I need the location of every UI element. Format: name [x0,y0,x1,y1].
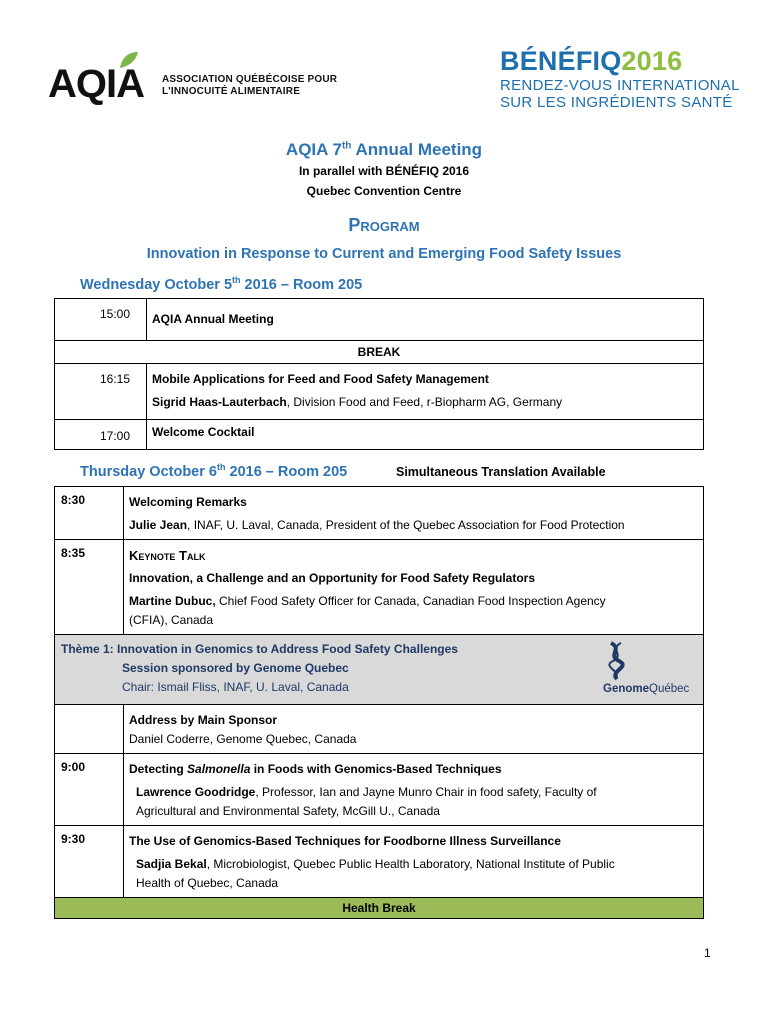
session-affiliation: (CFIA), Canada [129,613,214,627]
session-title: Welcoming Remarks [129,495,247,509]
thursday-heading: Thursday October 6th 2016 – Room 205 [80,462,348,480]
session-title: The Use of Genomics-Based Techniques for Foodborne Illness Surveillance [129,834,561,848]
thursday-schedule [54,486,704,919]
translation-note: Simultaneous Translation Available [396,465,606,479]
keynote-label: Keynote Talk [129,548,206,563]
session-time [55,705,124,754]
session-speaker: Julie Jean, INAF, U. Laval, Canada, President of the Quebec Association for Food Protection [129,518,625,532]
parallel-event: In parallel with BÉNÉFIQ 2016 [298,164,470,178]
break-label: BREAK [55,341,704,364]
session-content [147,299,704,341]
table-row [55,420,704,450]
theme-title: Thème 1: Innovation in Genomics to Address Food Safety Challenges [61,642,458,656]
table-row [55,705,704,754]
table-row [55,826,704,898]
session-affiliation: Agricultural and Environmental Safety, McGill U., Canada [136,804,440,818]
session-time: 17:00 [55,420,147,450]
aqia-logo [48,50,338,116]
benefiq-tagline-1: RENDEZ-VOUS INTERNATIONAL [500,77,740,94]
table-row [55,540,704,635]
benefiq-wordmark: BÉNÉFIQ2016 [500,46,683,76]
wednesday-heading: Wednesday October 5th 2016 – Room 205 [80,275,363,293]
session-speaker: Sigrid Haas-Lauterbach, Division Food and Feed, r-Biopharm AG, Germany [152,395,563,409]
session-time: 9:30 [55,826,124,898]
session-title: Detecting Salmonella in Foods with Genomics-Based Techniques [129,762,502,776]
session-affiliation: Health of Quebec, Canada [136,876,279,890]
session-content [124,826,704,898]
aqia-subtitle: ASSOCIATION QUÉBÉCOISE POUR L'INNOCUITÉ ALIMENTAIRE [162,74,338,97]
session-speaker: Daniel Coderre, Genome Quebec, Canada [129,732,357,746]
genome-quebec-logo: GenomeQuébec [603,641,693,701]
program-subtitle: Innovation in Response to Current and Emerging Food Safety Issues [146,246,622,262]
dna-helix-icon [603,641,633,681]
venue: Quebec Convention Centre [306,184,462,198]
session-time: 15:00 [55,299,147,341]
session-title: Address by Main Sponsor [129,713,278,727]
session-content [124,705,704,754]
health-break-label: Health Break [55,898,704,919]
session-title: AQIA Annual Meeting [152,312,274,326]
table-row [55,364,704,420]
session-speaker: Martine Dubuc, Chief Food Safety Officer for Canada, Canadian Food Inspection Agency [129,594,606,608]
benefiq-tagline-2: SUR LES INGRÉDIENTS SANTÉ [500,94,733,111]
session-title: Welcome Cocktail [152,425,255,439]
theme-cell [55,635,704,705]
theme-sponsor: Session sponsored by Genome Quebec [122,661,349,675]
session-time: 16:15 [55,364,147,420]
session-time: 8:30 [55,487,124,540]
session-content [124,487,704,540]
aqia-wordmark: AQIA [48,62,144,106]
table-row [55,754,704,826]
session-time: 9:00 [55,754,124,826]
program-heading: Program [348,215,420,235]
table-row [55,487,704,540]
theme-row [55,635,704,705]
session-content [147,420,704,450]
session-content [124,540,704,635]
break-row [55,341,704,364]
session-title: Innovation, a Challenge and an Opportunity for Food Safety Regulators [129,571,536,585]
session-time: 8:35 [55,540,124,635]
health-break-row [55,898,704,919]
session-title: Mobile Applications for Feed and Food Safety Management [152,372,489,386]
theme-chair: Chair: Ismail Fliss, INAF, U. Laval, Canada [122,680,349,694]
wednesday-schedule [54,298,704,450]
table-row [55,299,704,341]
session-speaker: Sadjia Bekal, Microbiologist, Quebec Public Health Laboratory, National Institute of Public [136,857,615,871]
session-content [124,754,704,826]
benefiq-logo [500,46,740,112]
meeting-title: AQIA 7th Annual Meeting [285,140,483,159]
page-number: 1 [704,946,711,960]
session-speaker: Lawrence Goodridge, Professor, Ian and Jayne Munro Chair in food safety, Faculty of [136,785,597,799]
session-content [147,364,704,420]
